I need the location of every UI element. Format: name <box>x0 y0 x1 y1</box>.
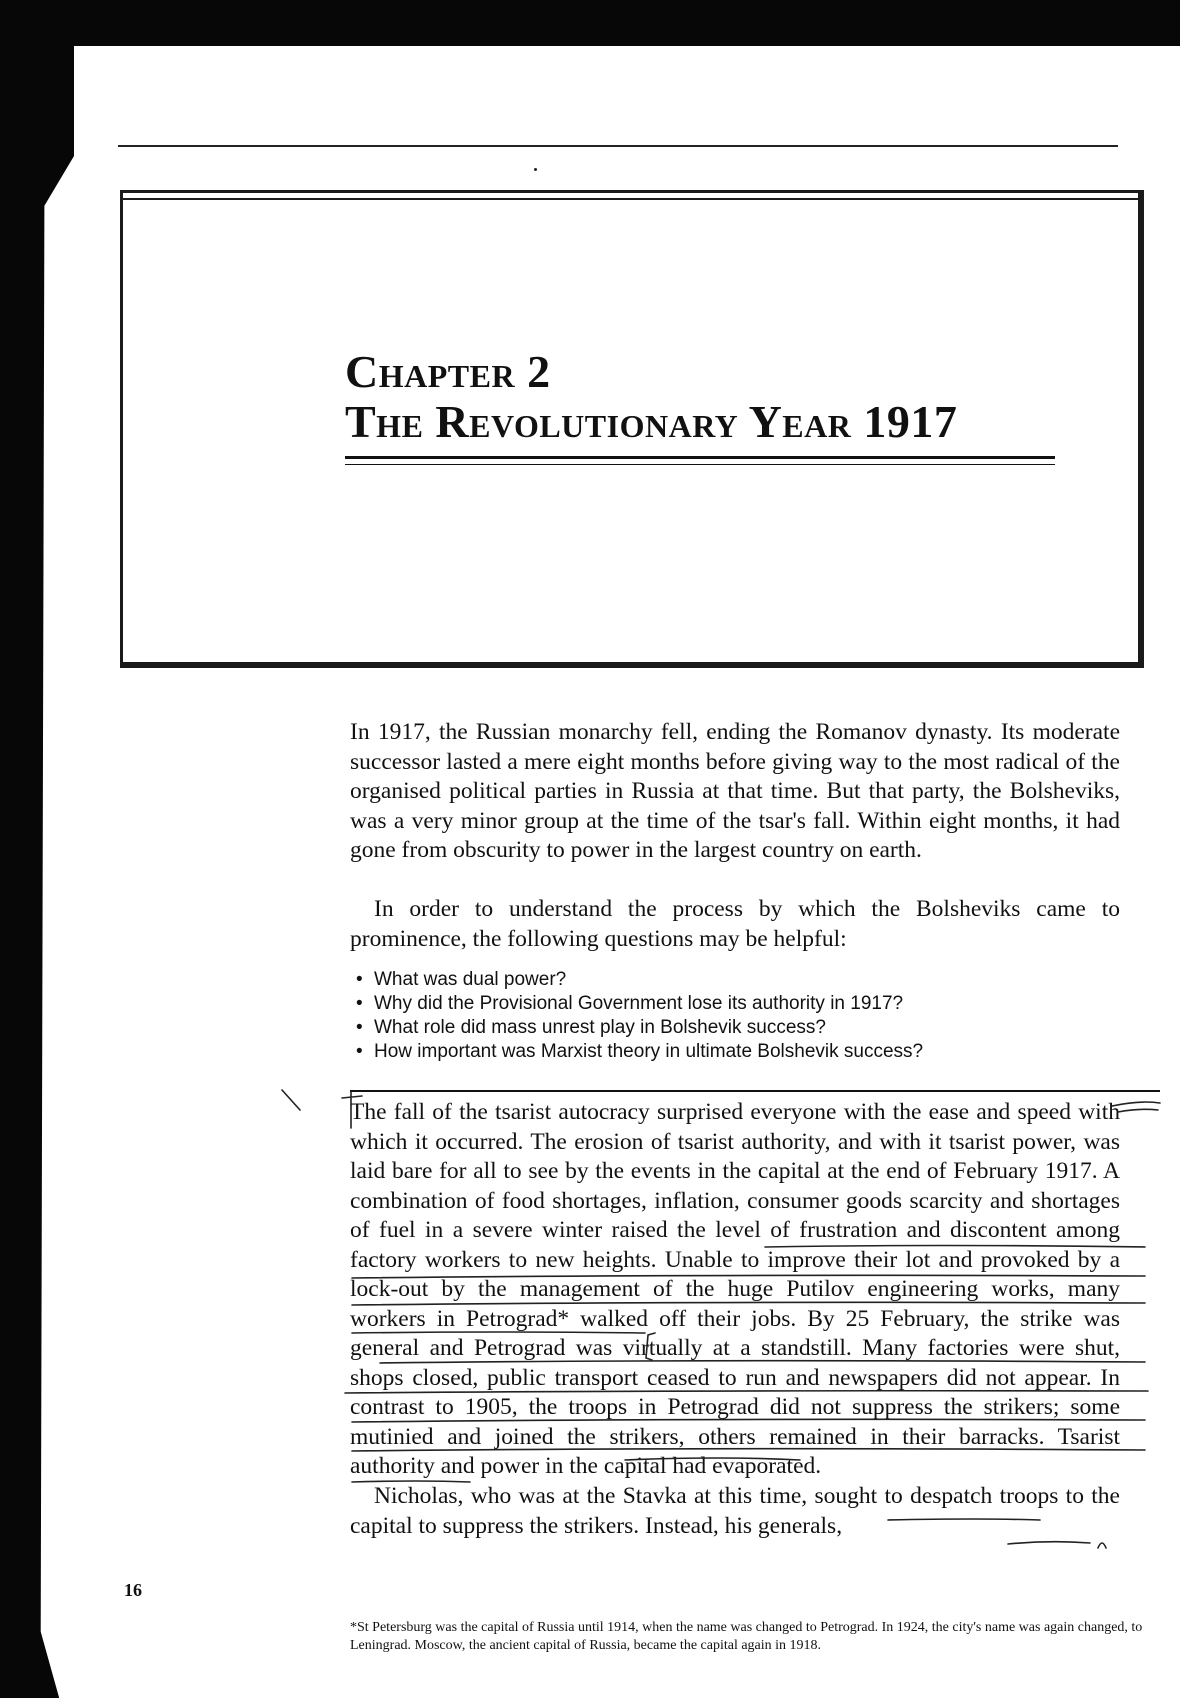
list-item: • How important was Marxist theory in ultimate Bolshevik success? <box>368 1040 923 1064</box>
scribble-mark <box>282 1090 300 1110</box>
section-divider <box>350 1090 1160 1092</box>
footnote: *St Petersburg was the capital of Russia until 1914, when the name was changed to Petrograd. In 1924, the city's name was again changed, to Leningrad. Moscow, the ancient capital of Russia, became the capital again in 1918. <box>350 1620 1143 1653</box>
list-item: • What was dual power? <box>368 968 923 992</box>
intro-paragraph: In 1917, the Russian monarchy fell, ending the Romanov dynasty. Its moderate successor lasted a mere eight months before giving way to the most radical of the organised political parties in Russia at that time. But that party, the Bolsheviks, was a very minor group at the time of the tsar's fall. Within eight months, it had gone from obscurity to power in the largest country on earth. <box>350 719 1120 863</box>
scan-shadow-left <box>0 40 74 1698</box>
caret-mark <box>1098 1543 1106 1548</box>
intro-paragraph: In order to understand the process by which the Bolsheviks came to prominence, the following questions may be helpful: <box>350 896 1120 952</box>
body-paragraph: Nicholas, who was at the Stavka at this time, sought to despatch troops to the capital to suppress the strikers. Instead, his generals, <box>350 1483 1120 1539</box>
strike-stroke <box>1008 1542 1090 1544</box>
list-item: • What role did mass unrest play in Bolshevik success? <box>368 1016 923 1040</box>
question-list <box>368 968 923 1064</box>
header-rule <box>118 145 1118 147</box>
body-paragraph: The fall of the tsarist autocracy surprised everyone with the ease and speed with which it occurred. The erosion of tsarist authority, and with it tsarist power, was laid bare for all to see by the events in the capital at the end of February 1917. A combination of food shortages, inflation, consumer goods scarcity and shortages of fuel in a severe winter raised the level of frustration and discontent among factory workers to new heights. Unable to improve their lot and provoked by a lock-out by the management of the huge Putilov engineering works, many workers in Petrograd* walked off their jobs. By 25 February, the strike was general and Petrograd was virtually at a standstill. Many factories were shut, shops closed, public transport ceased to run and newspapers did not appear. In contrast to 1905, the troops in Petrograd did not suppress the strikers; some mutinied and joined the strikers, others remained in their barracks. Tsarist authority and power in the capital had evaporated. <box>350 1099 1120 1479</box>
page-number: 16 <box>124 1580 142 1600</box>
scan-shadow-top <box>0 0 1180 46</box>
chapter-number: Chapter 2 <box>345 346 551 397</box>
title-rule <box>345 456 1055 459</box>
chapter-title: The Revolutionary Year 1917 <box>345 396 958 447</box>
scan-speck <box>534 168 537 171</box>
list-item: • Why did the Provisional Government lose its authority in 1917? <box>368 992 923 1016</box>
title-rule-secondary <box>345 464 1055 465</box>
